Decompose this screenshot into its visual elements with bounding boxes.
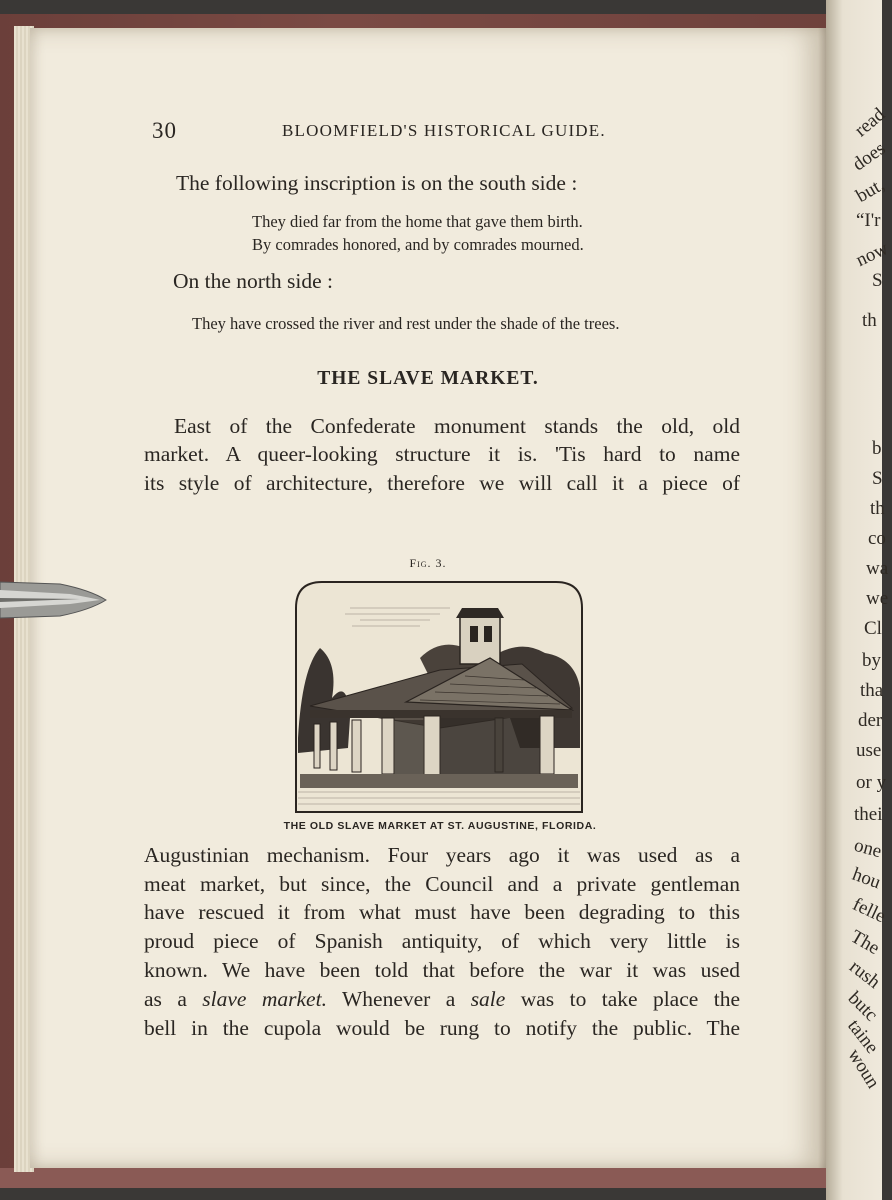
para2-line-2: meat market, but since, the Council and a private gentleman (144, 872, 740, 896)
south-verse-line-2: By comrades honored, and by comrades mourned. (252, 235, 584, 254)
para2-line-6 (144, 987, 740, 1012)
right-page-fragment: by (862, 650, 881, 671)
right-page-fragment: or y (856, 772, 887, 793)
right-page-fragment: thei (854, 804, 883, 825)
right-page-fragment: taine (843, 1015, 883, 1058)
para2-line-7: bell in the cupola would be rung to notify the public. The (144, 1016, 740, 1040)
para2-line-5: known. We have been told that before the war it was used (144, 958, 740, 982)
right-page-fragment: use (856, 740, 882, 761)
right-page-fragment: now (852, 238, 892, 271)
north-intro: On the north side : (173, 269, 334, 293)
right-page-fragment: th (870, 498, 885, 519)
right-page-fragment: hou (849, 863, 884, 894)
para1-line-1: East of the Confederate monument stands the old, old (174, 414, 740, 438)
section-title: THE SLAVE MARKET. (317, 368, 539, 389)
para2-line-6-pre: as a (144, 987, 203, 1011)
page-knife-blade-icon (0, 570, 110, 630)
cover-edge (0, 1168, 848, 1188)
para2-line-4: proud piece of Spanish antiquity, of which very little is (144, 929, 740, 953)
right-page-fragment: co (868, 528, 886, 549)
right-page-fragment: The (846, 926, 884, 960)
right-page-fragment: wa (866, 558, 889, 579)
north-verse: They have crossed the river and rest under the shade of the trees. (192, 314, 620, 333)
south-verse-line-1: They died far from the home that gave them birth. (252, 212, 583, 231)
right-page-fragment: tha (860, 680, 884, 701)
figure-label: Fig. 3. (409, 556, 447, 570)
south-intro: The following inscription is on the south side : (176, 171, 578, 195)
para2-line-3: have rescued it from what must have been degrading to this (144, 900, 740, 924)
right-page-fragment: we (866, 588, 889, 609)
running-head: BLOOMFIELD'S HISTORICAL GUIDE. (282, 121, 606, 140)
right-page-fragment: does (848, 138, 890, 176)
right-page-fragment: rush (845, 956, 885, 993)
right-page-fragment: th (862, 310, 877, 331)
right-page-fragment: read (850, 104, 890, 142)
right-page-fragment: Cl (864, 618, 882, 639)
right-page-fragment: “I'r (856, 210, 881, 231)
para2-line-6-em1: slave market. (202, 987, 327, 1011)
para2-line-1: Augustinian mechanism. Four years ago it was used as a (144, 843, 740, 867)
left-page (30, 28, 826, 1168)
para2-line-6-post: was to take place the (505, 987, 740, 1011)
right-page-fragment: butc (843, 987, 882, 1026)
para1-line-2: market. A queer-looking structure it is. 'Tis hard to name (144, 442, 740, 466)
para2-line-6-mid: Whenever a (326, 987, 471, 1011)
right-page-fragment: S (872, 468, 883, 489)
page-number: 30 (152, 118, 177, 143)
right-page-fragment: but, (852, 174, 889, 207)
right-page-fragment: S (872, 270, 883, 291)
right-page (826, 0, 892, 1200)
right-page-fragment: woun (843, 1045, 884, 1093)
right-page-fragment: der (858, 710, 883, 731)
para1-line-3: its style of architecture, therefore we will call it a piece of (144, 471, 740, 495)
figure-caption: THE OLD SLAVE MARKET AT ST. AUGUSTINE, FLORIDA. (283, 820, 597, 832)
para2-line-6-em2: sale (470, 987, 506, 1011)
slave-market-engraving (290, 578, 590, 814)
right-page-fragment: one (851, 834, 884, 863)
right-page-fragment: b (872, 438, 882, 459)
right-page-fragment: felle (849, 893, 889, 928)
